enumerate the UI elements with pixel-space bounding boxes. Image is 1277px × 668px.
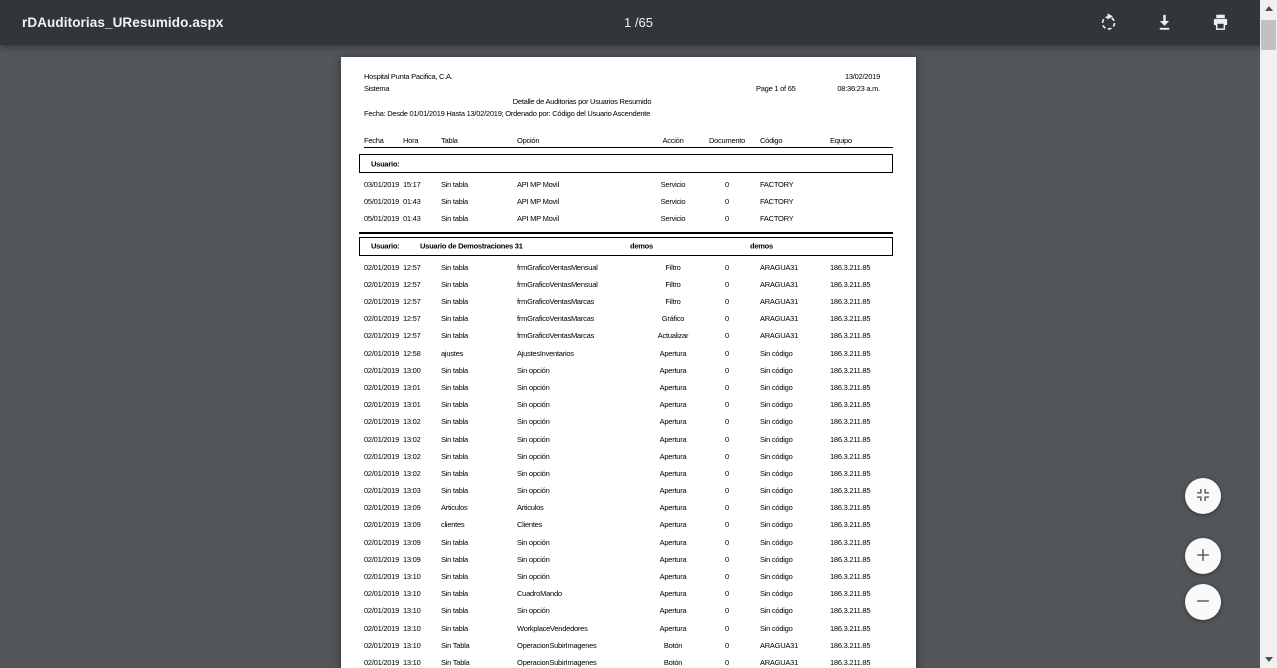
cell-accion: Apertura: [659, 554, 687, 564]
print-button[interactable]: [1203, 6, 1237, 40]
cell-hora: 13:02: [403, 417, 421, 427]
audit-table: [364, 134, 893, 668]
cell-tabla: Sin tabla: [441, 297, 468, 307]
cell-tabla: Sin tabla: [441, 279, 468, 289]
cell-fecha: 02/01/2019: [364, 589, 400, 599]
cell-codigo: FACTORY: [760, 214, 794, 224]
cell-fecha: 02/01/2019: [364, 606, 400, 616]
cell-equipo: 186.3.211.85: [830, 486, 871, 496]
cell-hora: 12:57: [403, 331, 421, 341]
cell-equipo: 186.3.211.85: [830, 451, 871, 461]
cell-codigo: ARAGUA31: [760, 640, 799, 650]
cell-equipo: 186.3.211.85: [830, 382, 871, 392]
table-row: [364, 293, 893, 310]
column-header-hora: Hora: [403, 136, 419, 145]
cell-equipo: 186.3.211.85: [830, 434, 871, 444]
cell-hora: 12:57: [403, 314, 421, 324]
column-header-codigo: Código: [760, 136, 783, 145]
cell-hora: 12:57: [403, 279, 421, 289]
table-row: [364, 310, 893, 327]
cell-tabla: Articulos: [441, 503, 468, 513]
cell-tabla: Sin tabla: [441, 314, 468, 324]
cell-opcion: API MP Movil: [517, 214, 559, 224]
cell-opcion: frmGraficoVentasMarcas: [517, 331, 595, 341]
report-system: Sistema: [364, 84, 390, 93]
download-button[interactable]: [1147, 6, 1181, 40]
cell-tabla: Sin tabla: [441, 606, 468, 616]
cell-opcion: frmGraficoVentasMensual: [517, 262, 598, 272]
table-row: [364, 654, 893, 668]
cell-documento: 0: [725, 417, 729, 427]
cell-hora: 12:57: [403, 262, 421, 272]
cell-fecha: 02/01/2019: [364, 417, 400, 427]
table-groups: [364, 154, 893, 668]
cell-accion: Apertura: [659, 451, 687, 461]
cell-equipo: 186.3.211.85: [830, 297, 871, 307]
cell-codigo: ARAGUA31: [760, 262, 799, 272]
cell-documento: 0: [725, 589, 729, 599]
pdf-page: [341, 57, 916, 668]
cell-opcion: OperacionSubirImagenes: [517, 657, 597, 667]
cell-accion: Apertura: [659, 572, 687, 582]
cell-accion: Filtro: [665, 262, 681, 272]
cell-opcion: Clientes: [517, 520, 543, 530]
cell-accion: Servicio: [660, 214, 686, 224]
cell-opcion: Sin opción: [517, 606, 550, 616]
cell-accion: Actualizar: [657, 331, 689, 341]
cell-documento: 0: [725, 180, 729, 190]
cell-accion: Apertura: [659, 589, 687, 599]
pdf-toolbar: [0, 0, 1277, 45]
table-row: [364, 210, 893, 227]
table-row: [364, 465, 893, 482]
table-row: [364, 327, 893, 344]
report-page-of: Page 1 of 65: [756, 84, 796, 93]
table-row: [364, 362, 893, 379]
cell-hora: 15:17: [403, 180, 421, 190]
print-icon: [1211, 13, 1230, 32]
table-row: [364, 448, 893, 465]
cell-codigo: Sin código: [760, 572, 793, 582]
cell-fecha: 02/01/2019: [364, 520, 400, 530]
cell-hora: 12:57: [403, 297, 421, 307]
cell-tabla: Sin tabla: [441, 572, 468, 582]
cell-documento: 0: [725, 657, 729, 667]
cell-equipo: 186.3.211.85: [830, 589, 871, 599]
cell-documento: 0: [725, 382, 729, 392]
rotate-button[interactable]: [1091, 6, 1125, 40]
cell-accion: Apertura: [659, 348, 687, 358]
cell-accion: Apertura: [659, 434, 687, 444]
table-row: [364, 516, 893, 533]
cell-codigo: FACTORY: [760, 197, 794, 207]
cell-fecha: 02/01/2019: [364, 486, 400, 496]
table-row: [364, 482, 893, 499]
cell-fecha: 02/01/2019: [364, 554, 400, 564]
cell-accion: Apertura: [659, 365, 687, 375]
cell-hora: 13:10: [403, 640, 421, 650]
cell-equipo: 186.3.211.85: [830, 537, 871, 547]
cell-fecha: 02/01/2019: [364, 537, 400, 547]
cell-documento: 0: [725, 486, 729, 496]
table-row: [364, 193, 893, 210]
cell-documento: 0: [725, 520, 729, 530]
cell-tabla: clientes: [441, 520, 465, 530]
group-usuario-label: Usuario:: [371, 159, 400, 168]
scrollbar-thumb[interactable]: [1261, 20, 1276, 50]
cell-accion: Apertura: [659, 503, 687, 513]
cell-documento: 0: [725, 365, 729, 375]
cell-documento: 0: [725, 434, 729, 444]
minus-icon: [1194, 592, 1212, 613]
fit-page-icon: [1194, 486, 1212, 507]
cell-tabla: Sin tabla: [441, 180, 468, 190]
cell-codigo: Sin código: [760, 382, 793, 392]
cell-equipo: 186.3.211.85: [830, 657, 871, 667]
zoom-in-button[interactable]: [1185, 538, 1221, 574]
cell-accion: Gráfico: [661, 314, 685, 324]
cell-fecha: 02/01/2019: [364, 503, 400, 513]
cell-tabla: Sin tabla: [441, 589, 468, 599]
table-row: [364, 637, 893, 654]
cell-codigo: Sin código: [760, 503, 793, 513]
cell-fecha: 02/01/2019: [364, 623, 400, 633]
cell-documento: 0: [725, 503, 729, 513]
cell-accion: Apertura: [659, 623, 687, 633]
cell-opcion: frmGraficoVentasMarcas: [517, 314, 595, 324]
group-usuario-name: Usuario de Demostraciones 31: [420, 241, 523, 251]
cell-tabla: Sin tabla: [441, 623, 468, 633]
fit-page-button[interactable]: [1185, 478, 1221, 514]
cell-fecha: 02/01/2019: [364, 365, 400, 375]
cell-hora: 13:10: [403, 589, 421, 599]
table-row: [364, 430, 893, 447]
column-header-accion: Acción: [662, 136, 684, 145]
cell-documento: 0: [725, 640, 729, 650]
cell-fecha: 02/01/2019: [364, 279, 400, 289]
cell-opcion: Sin opción: [517, 537, 550, 547]
cell-accion: Botón: [663, 640, 683, 650]
cell-fecha: 03/01/2019: [364, 180, 400, 190]
cell-opcion: Sin opción: [517, 572, 550, 582]
table-row: [364, 345, 893, 362]
cell-hora: 13:02: [403, 468, 421, 478]
cell-opcion: frmGraficoVentasMensual: [517, 279, 598, 289]
cell-hora: 01:43: [403, 197, 421, 207]
cell-codigo: Sin código: [760, 520, 793, 530]
cell-hora: 01:43: [403, 214, 421, 224]
cell-hora: 13:09: [403, 554, 421, 564]
cell-accion: Apertura: [659, 606, 687, 616]
cell-opcion: Sin opción: [517, 400, 550, 410]
cell-equipo: 186.3.211.85: [830, 314, 871, 324]
cell-accion: Apertura: [659, 537, 687, 547]
cell-accion: Botón: [663, 657, 683, 667]
scroll-down-icon: [1265, 657, 1273, 662]
cell-equipo: 186.3.211.85: [830, 554, 871, 564]
cell-documento: 0: [725, 623, 729, 633]
group-accion-value: demos: [630, 241, 653, 251]
cell-opcion: OperacionSubirImagenes: [517, 640, 597, 650]
cell-opcion: Sin opción: [517, 468, 550, 478]
cell-opcion: Sin opción: [517, 451, 550, 461]
cell-hora: 13:00: [403, 365, 421, 375]
cell-equipo: 186.3.211.85: [830, 623, 871, 633]
page-indicator: 1 /65: [624, 15, 653, 30]
cell-opcion: Sin opción: [517, 382, 550, 392]
cell-codigo: Sin código: [760, 554, 793, 564]
cell-documento: 0: [725, 606, 729, 616]
cell-fecha: 02/01/2019: [364, 434, 400, 444]
cell-hora: 13:10: [403, 657, 421, 667]
cell-documento: 0: [725, 451, 729, 461]
cell-accion: Servicio: [660, 197, 686, 207]
cell-tabla: Sin tabla: [441, 262, 468, 272]
cell-fecha: 02/01/2019: [364, 348, 400, 358]
cell-tabla: Sin tabla: [441, 417, 468, 427]
cell-tabla: Sin tabla: [441, 537, 468, 547]
cell-codigo: Sin código: [760, 589, 793, 599]
cell-fecha: 02/01/2019: [364, 572, 400, 582]
cell-tabla: Sin tabla: [441, 331, 468, 341]
cell-documento: 0: [725, 400, 729, 410]
cell-fecha: 05/01/2019: [364, 197, 400, 207]
cell-tabla: ajustes: [441, 348, 464, 358]
cell-equipo: 186.3.211.85: [830, 365, 871, 375]
cell-accion: Filtro: [665, 297, 681, 307]
cell-fecha: 05/01/2019: [364, 214, 400, 224]
cell-opcion: CuadroMando: [517, 589, 562, 599]
cell-accion: Apertura: [659, 400, 687, 410]
cell-documento: 0: [725, 214, 729, 224]
table-row: [364, 413, 893, 430]
column-header-equipo: Equipo: [830, 136, 852, 145]
cell-hora: 13:09: [403, 503, 421, 513]
column-header-fecha: Fecha: [364, 136, 384, 145]
cell-opcion: API MP Movil: [517, 180, 559, 190]
vertical-scrollbar[interactable]: [1260, 0, 1277, 668]
cell-codigo: Sin código: [760, 606, 793, 616]
cell-equipo: 186.3.211.85: [830, 606, 871, 616]
report-time: 08:36:23 a.m.: [837, 84, 880, 93]
cell-tabla: Sin tabla: [441, 382, 468, 392]
cell-documento: 0: [725, 197, 729, 207]
cell-fecha: 02/01/2019: [364, 297, 400, 307]
cell-documento: 0: [725, 279, 729, 289]
cell-equipo: 186.3.211.85: [830, 503, 871, 513]
cell-fecha: 02/01/2019: [364, 400, 400, 410]
cell-codigo: Sin código: [760, 451, 793, 461]
group-header-box: [359, 237, 893, 256]
table-row: [364, 620, 893, 637]
table-row: [364, 602, 893, 619]
cell-opcion: frmGraficoVentasMarcas: [517, 297, 595, 307]
cell-tabla: Sin tabla: [441, 400, 468, 410]
cell-fecha: 02/01/2019: [364, 657, 400, 667]
zoom-out-button[interactable]: [1185, 584, 1221, 620]
cell-equipo: 186.3.211.85: [830, 348, 871, 358]
cell-equipo: 186.3.211.85: [830, 468, 871, 478]
cell-opcion: Sin opción: [517, 554, 550, 564]
plus-icon: [1194, 546, 1212, 567]
cell-codigo: ARAGUA31: [760, 657, 799, 667]
table-row: [364, 276, 893, 293]
cell-tabla: Sin Tabla: [441, 657, 470, 667]
cell-tabla: Sin tabla: [441, 214, 468, 224]
cell-equipo: 186.3.211.85: [830, 279, 871, 289]
cell-tabla: Sin tabla: [441, 451, 468, 461]
cell-hora: 13:10: [403, 623, 421, 633]
table-row: [364, 568, 893, 585]
cell-codigo: FACTORY: [760, 180, 794, 190]
report-title: Detalle de Auditorias por Usuarios Resumido: [512, 97, 652, 106]
group-rows: [364, 259, 893, 668]
document-title: rDAuditorias_UResumido.aspx: [22, 15, 224, 30]
cell-fecha: 02/01/2019: [364, 382, 400, 392]
cell-accion: Apertura: [659, 520, 687, 530]
cell-tabla: Sin tabla: [441, 468, 468, 478]
cell-tabla: Sin Tabla: [441, 640, 470, 650]
cell-documento: 0: [725, 331, 729, 341]
cell-tabla: Sin tabla: [441, 434, 468, 444]
cell-fecha: 02/01/2019: [364, 262, 400, 272]
cell-codigo: Sin código: [760, 623, 793, 633]
cell-codigo: ARAGUA31: [760, 297, 799, 307]
cell-equipo: 186.3.211.85: [830, 400, 871, 410]
cell-tabla: Sin tabla: [441, 486, 468, 496]
rotate-icon: [1099, 13, 1118, 32]
cell-accion: Apertura: [659, 417, 687, 427]
cell-codigo: ARAGUA31: [760, 314, 799, 324]
cell-codigo: ARAGUA31: [760, 279, 799, 289]
group-header-box: [359, 154, 893, 173]
cell-hora: 13:01: [403, 400, 421, 410]
column-header-documento: Documento: [708, 136, 746, 145]
cell-hora: 13:09: [403, 537, 421, 547]
cell-fecha: 02/01/2019: [364, 314, 400, 324]
table-row: [364, 534, 893, 551]
report-subtitle: Fecha: Desde 01/01/2019 Hasta 13/02/2019; Ordenado por: Código del Usuario Ascendente: [364, 109, 651, 118]
cell-tabla: Sin tabla: [441, 365, 468, 375]
cell-codigo: Sin código: [760, 365, 793, 375]
table-row: [364, 396, 893, 413]
table-header-row: [364, 134, 893, 148]
cell-accion: Apertura: [659, 468, 687, 478]
cell-equipo: 186.3.211.85: [830, 520, 871, 530]
cell-documento: 0: [725, 554, 729, 564]
report-company: Hospital Punta Pacifica, C.A.: [364, 72, 453, 81]
scroll-down-button[interactable]: [1260, 651, 1277, 668]
cell-codigo: ARAGUA31: [760, 331, 799, 341]
cell-codigo: Sin código: [760, 348, 793, 358]
cell-hora: 13:01: [403, 382, 421, 392]
cell-opcion: Sin opción: [517, 365, 550, 375]
cell-fecha: 02/01/2019: [364, 451, 400, 461]
cell-tabla: Sin tabla: [441, 554, 468, 564]
cell-accion: Apertura: [659, 486, 687, 496]
cell-codigo: Sin código: [760, 417, 793, 427]
table-row: [364, 259, 893, 276]
table-row: [364, 379, 893, 396]
cell-opcion: WorkplaceVendedores: [517, 623, 588, 633]
group-usuario-label: Usuario:: [371, 241, 400, 251]
cell-documento: 0: [725, 297, 729, 307]
cell-fecha: 02/01/2019: [364, 640, 400, 650]
cell-hora: 13:09: [403, 520, 421, 530]
scroll-up-button[interactable]: [1260, 0, 1277, 17]
cell-equipo: 186.3.211.85: [830, 331, 871, 341]
cell-documento: 0: [725, 314, 729, 324]
cell-codigo: Sin código: [760, 537, 793, 547]
cell-hora: 12:58: [403, 348, 421, 358]
cell-equipo: 186.3.211.85: [830, 640, 871, 650]
cell-codigo: Sin código: [760, 486, 793, 496]
cell-codigo: Sin código: [760, 434, 793, 444]
cell-tabla: Sin tabla: [441, 197, 468, 207]
cell-hora: 13:02: [403, 451, 421, 461]
table-row: [364, 551, 893, 568]
cell-accion: Apertura: [659, 382, 687, 392]
cell-codigo: Sin código: [760, 468, 793, 478]
cell-opcion: API MP Movil: [517, 197, 559, 207]
cell-documento: 0: [725, 572, 729, 582]
cell-documento: 0: [725, 537, 729, 547]
download-icon: [1155, 13, 1174, 32]
group-codigo-value: demos: [750, 241, 773, 251]
cell-fecha: 02/01/2019: [364, 468, 400, 478]
group-separator: [359, 232, 893, 234]
cell-opcion: AjustesInventarios: [517, 348, 574, 358]
cell-opcion: Articulos: [517, 503, 544, 513]
cell-opcion: Sin opción: [517, 486, 550, 496]
cell-opcion: Sin opción: [517, 417, 550, 427]
table-row: [364, 585, 893, 602]
cell-equipo: 186.3.211.85: [830, 262, 871, 272]
cell-hora: 13:02: [403, 434, 421, 444]
cell-documento: 0: [725, 262, 729, 272]
group-rows: [364, 176, 893, 228]
cell-hora: 13:10: [403, 572, 421, 582]
cell-equipo: 186.3.211.85: [830, 572, 871, 582]
scroll-up-icon: [1265, 6, 1273, 11]
cell-hora: 13:03: [403, 486, 421, 496]
cell-accion: Filtro: [665, 279, 681, 289]
cell-fecha: 02/01/2019: [364, 331, 400, 341]
cell-accion: Servicio: [660, 180, 686, 190]
cell-opcion: Sin opción: [517, 434, 550, 444]
column-header-opcion: Opción: [517, 136, 540, 145]
cell-equipo: 186.3.211.85: [830, 417, 871, 427]
cell-codigo: Sin código: [760, 400, 793, 410]
report-date: 13/02/2019: [844, 72, 880, 81]
table-row: [364, 499, 893, 516]
table-row: [364, 176, 893, 193]
cell-documento: 0: [725, 348, 729, 358]
cell-hora: 13:10: [403, 606, 421, 616]
cell-documento: 0: [725, 468, 729, 478]
column-header-tabla: Tabla: [441, 136, 458, 145]
